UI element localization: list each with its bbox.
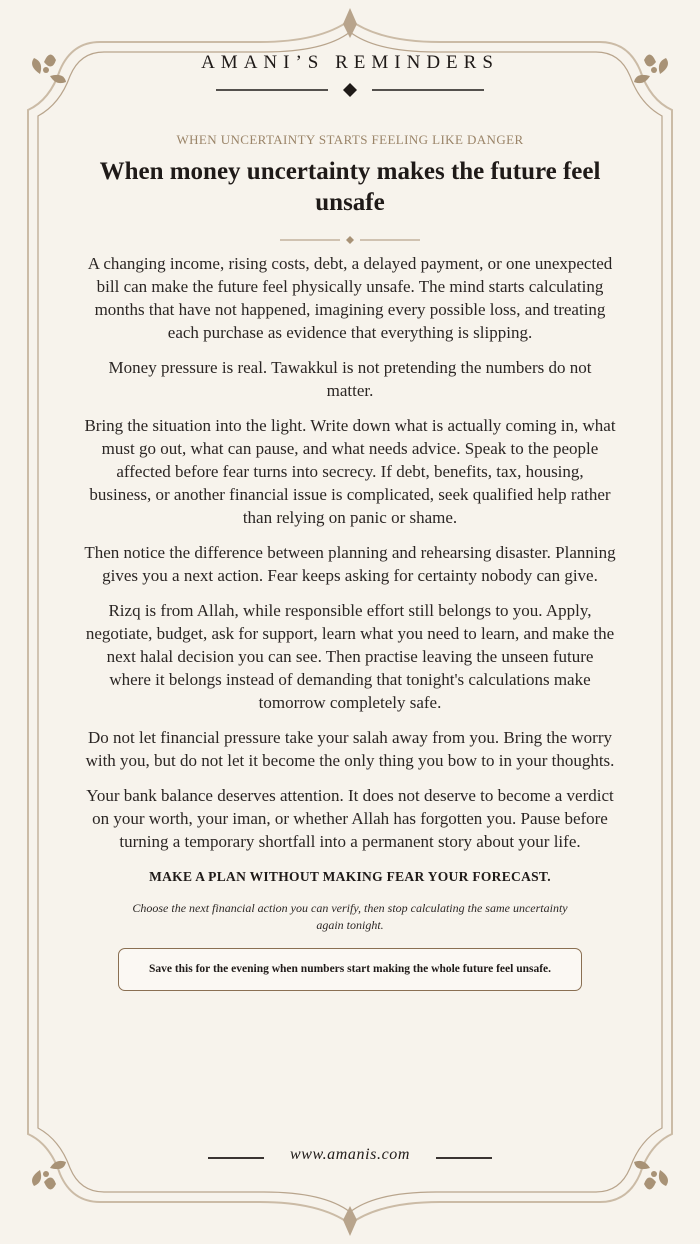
title-divider (280, 234, 420, 246)
footer-url[interactable]: www.amanis.com (289, 1146, 411, 1163)
paragraph: Bring the situation into the light. Write down what is actually coming in, what must go out, what can pause, and what needs advice. Speak to the people affected before fear turns into secrecy. If debt, benefits, tax, housing, business, or another financial issue is complicated, seek qualified help rather than relying on panic or shame. (84, 416, 616, 527)
article-body (84, 252, 616, 991)
footer-divider-right (436, 1157, 492, 1159)
page-title: When money uncertainty makes the future feel unsafe (99, 158, 601, 216)
top-diamond-icon (343, 8, 357, 38)
header-divider (216, 82, 484, 98)
section-kicker: WHEN UNCERTAINTY STARTS FEELING LIKE DANGER (176, 132, 524, 147)
paragraph: Your bank balance deserves attention. It does not deserve to become a verdict on your worth, your iman, or whether Allah has forgotten you. Pause before turning a temporary shortfall into a permanent story about your life. (86, 786, 614, 851)
paragraph: Do not let financial pressure take your salah away from you. Bring the worry with you, but do not let it become the only thing you bow to in your thoughts. (85, 728, 615, 770)
brand-title: AMANI’S REMINDERS (201, 52, 499, 73)
paragraph: Money pressure is real. Tawakkul is not pretending the numbers do not matter. (108, 358, 592, 400)
paragraph: Then notice the difference between planning and rehearsing disaster. Planning gives you a next action. Fear keeps asking for certainty nobody can give. (84, 543, 616, 585)
diamond-icon (343, 83, 357, 97)
key-takeaway: MAKE A PLAN WITHOUT MAKING FEAR YOUR FORECAST. (149, 869, 551, 884)
small-diamond-icon (346, 236, 354, 244)
save-reminder-box: Save this for the evening when numbers start making the whole future feel unsafe. (118, 948, 582, 991)
italic-note: Choose the next financial action you can verify, then stop calculating the same uncertainty again tonight. (132, 901, 568, 932)
bottom-diamond-icon (343, 1206, 357, 1236)
paragraph: A changing income, rising costs, debt, a delayed payment, or one unexpected bill can make the future feel physically unsafe. The mind starts calculating months that have not happened, imagining every possible loss, and treating each purchase as evidence that everything is slipping. (87, 254, 613, 342)
paragraph: Rizq is from Allah, while responsible effort still belongs to you. Apply, negotiate, budget, ask for support, learn what you need to learn, and make the next halal decision you can see. Then practise leaving the unseen future where it belongs instead of demanding that tonight's calculations make tomorrow completely safe. (85, 601, 615, 712)
